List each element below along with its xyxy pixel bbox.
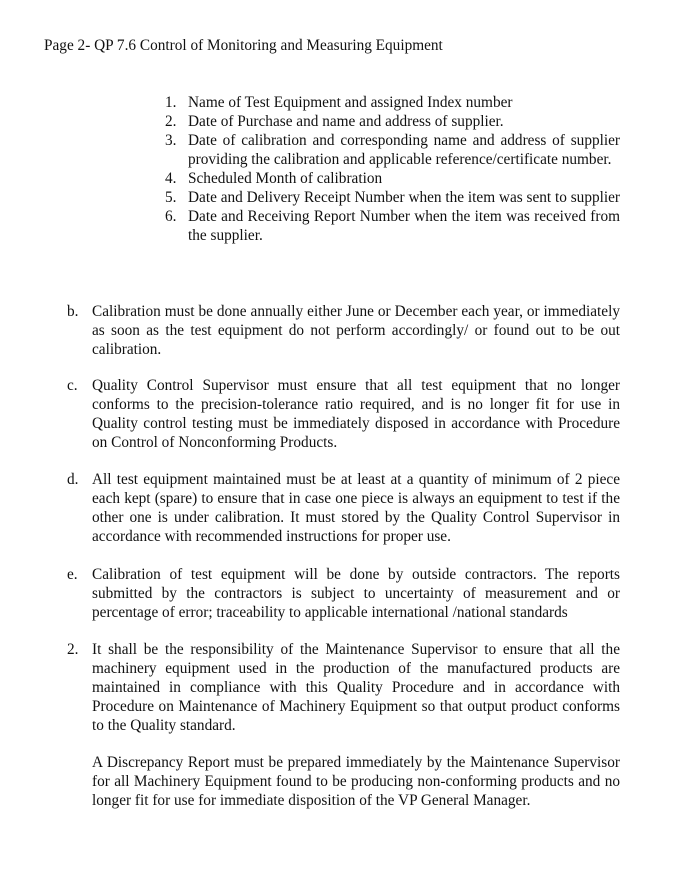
item-b	[67, 302, 620, 359]
section-marker: 2.	[67, 641, 79, 658]
item-text: All test equipment maintained must be at least at a quantity of minimum of 2 piece each kept (spare) to ensure that in case one piece is always an equipment to test if the other one is under calibration. It must stored by the Quality Control Supervisor in accordance with recommended instructions for proper use.	[92, 471, 620, 545]
list-item-number: 1.	[165, 94, 177, 111]
numbered-list	[165, 93, 620, 245]
list-item-text: Date and Receiving Report Number when the item was received from the supplier.	[188, 208, 620, 244]
section-2	[67, 640, 620, 735]
list-item	[165, 169, 620, 188]
section-text: It shall be the responsibility of the Maintenance Supervisor to ensure that all the machinery equipment used in the production of the manufactured products are maintained in compliance with this Quality Procedure and in accordance with Procedure on Maintenance of Machinery Equipment so that output product conforms to the Quality standard.	[92, 641, 620, 734]
item-marker: b.	[67, 303, 79, 320]
list-item-number: 2.	[165, 113, 177, 130]
list-item-number: 3.	[165, 132, 177, 149]
item-text: Quality Control Supervisor must ensure that all test equipment that no longer conforms to the precision-tolerance ratio required, and is no longer fit for use in Quality control testing must be immediately disposed in accordance with Procedure on Control of Nonconforming Products.	[92, 377, 620, 451]
list-item	[165, 207, 620, 245]
page-header: Page 2- QP 7.6 Control of Monitoring and Measuring Equipment	[44, 37, 443, 54]
list-item-number: 6.	[165, 208, 177, 225]
discrepancy-paragraph: A Discrepancy Report must be prepared immediately by the Maintenance Supervisor for all Machinery Equipment found to be producing non-conforming products and no longer fit for use for immediate disposition of the VP General Manager.	[92, 754, 620, 809]
list-item-text: Date of calibration and corresponding name and address of supplier providing the calibration and applicable reference/certificate number.	[188, 132, 620, 168]
list-item-text: Scheduled Month of calibration	[188, 170, 383, 187]
item-d	[67, 470, 620, 546]
list-item	[165, 112, 620, 131]
list-item-number: 4.	[165, 170, 177, 187]
item-e	[67, 565, 620, 622]
list-item	[165, 131, 620, 169]
list-item-text: Name of Test Equipment and assigned Index number	[188, 94, 513, 111]
item-marker: c.	[67, 377, 78, 394]
item-text: Calibration of test equipment will be done by outside contractors. The reports submitted by the contractors is subject to uncertainty of measurement and or percentage of error; traceability to applicable international /national standards	[92, 566, 620, 621]
item-marker: e.	[67, 566, 78, 583]
list-item	[165, 188, 620, 207]
list-item-text: Date of Purchase and name and address of supplier.	[188, 113, 504, 130]
list-item-text: Date and Delivery Receipt Number when the item was sent to supplier	[188, 189, 621, 206]
list-item-number: 5.	[165, 189, 177, 206]
item-marker: d.	[67, 471, 79, 488]
list-item	[165, 93, 620, 112]
item-text: Calibration must be done annually either June or December each year, or immediately as soon as the test equipment do not perform accordingly/ or found out to be out calibration.	[92, 303, 620, 358]
item-c	[67, 376, 620, 452]
